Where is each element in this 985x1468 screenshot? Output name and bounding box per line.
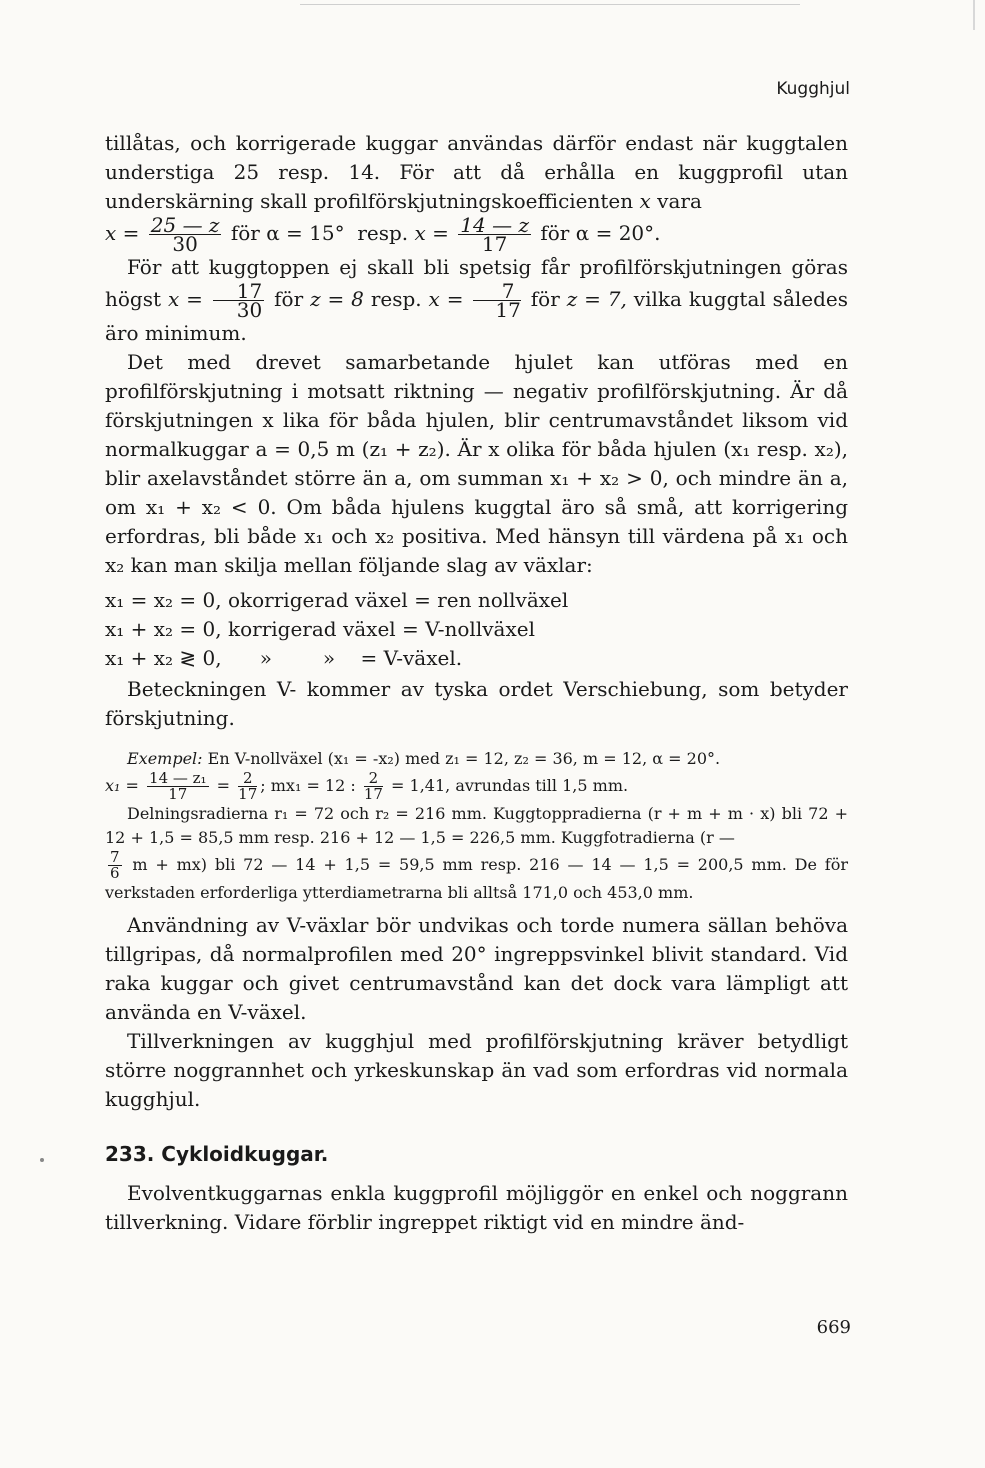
page-number: 669 — [816, 1317, 851, 1338]
formula-1 — [105, 213, 848, 256]
fraction-2 — [458, 213, 531, 256]
example-line-3: Delningsradierna r₁ = 72 och r₂ = 216 mm. Kuggtoppradierna (r + m + m · x) bli 72 + 12 + 1,5 = 85,5 mm resp. 216 + 12 — 1,5 = 226,5 mm. Kuggfotradierna (r — — [105, 804, 848, 847]
f1-cond2: för α = 20°. — [540, 221, 661, 245]
f1-lhs2: x = — [414, 221, 449, 245]
f1-den2: 17 — [481, 232, 508, 256]
p2-d: vilka kuggtal således äro minimum. — [105, 287, 849, 345]
relation-1: x₁ = x₂ = 0, okorrigerad växel = ren nollväxel — [105, 588, 569, 612]
p2-x2: x = — [428, 287, 464, 311]
p2-b: för — [274, 287, 304, 311]
scan-edge-mark — [973, 0, 975, 30]
p2-resp: resp. — [370, 287, 422, 311]
p2-c: för — [530, 287, 560, 311]
ex2-frac3 — [364, 771, 383, 802]
fraction-1 — [149, 213, 222, 256]
paragraph-4: Beteckningen V- kommer av tyska ordet Verschiebung, som betyder förskjutning. — [105, 677, 848, 730]
paragraph-1 — [105, 129, 848, 216]
scan-edge-line — [300, 4, 800, 5]
section-heading: 233. Cykloidkuggar. — [105, 1142, 329, 1166]
ex2-frac1 — [147, 771, 209, 802]
paragraph-6: Tillverkningen av kugghjul med profilförskjutning kräver betydligt större noggrannhet och yrkeskunskap än vad som erfordras vid normala kugghjul. — [105, 1029, 848, 1111]
f1-lhs: x = — [105, 221, 140, 245]
f1-den1: 30 — [172, 232, 198, 256]
p2-num1: 17 — [213, 282, 264, 301]
p1-text: tillåtas, och korrigerade kuggar användas därför endast när kuggtalen understiga 25 resp. 14. För att då erhålla en kuggprofil utan underskärning skall profilförskjutningskoefficienten — [105, 131, 848, 213]
ex2-den2: 17 — [238, 785, 258, 803]
p2-den1: 30 — [236, 298, 263, 322]
paragraph-7: Evolventkuggarnas enkla kuggprofil möjliggör en enkel och noggrann tillverkning. Vidare förblir ingreppet riktigt vid en mindre änd- — [105, 1181, 848, 1234]
f1-num2: 14 — z — [460, 213, 529, 237]
ex2-frac2 — [238, 771, 257, 802]
ex2-num2: 2 — [238, 771, 257, 787]
ex4-den: 6 — [110, 864, 120, 882]
f1-num1: 25 — z — [150, 213, 220, 237]
relations-list — [105, 586, 848, 673]
ex2-eq: = — [216, 776, 231, 795]
paragraph-5: Användning av V-växlar bör undvikas och torde numera sällan behöva tillgripas, då normalprofilen med 20° ingreppsvinkel blivit standard. Vid raka kuggar och givet centrumavstånd kan det dock vara lämpligt att använda en V-växel. — [105, 913, 848, 1024]
ex4-text: m + mx) bli 72 — 14 + 1,5 = 59,5 mm resp. 216 — 14 — 1,5 = 200,5 mm. De för verkstaden erforderliga ytterdiametrarna bli alltså 171,0 och 453,0 mm. — [105, 855, 848, 902]
p2-num2: 7 — [473, 282, 520, 301]
var-x: x — [639, 189, 651, 213]
p2-a: För att kuggtoppen ej skall bli spetsig får profilförskjutningen göras högst — [105, 255, 848, 311]
ex4-num: 7 — [110, 848, 120, 866]
example-block — [105, 747, 848, 905]
paragraph-3: Det med drevet samarbetande hjulet kan utföras med en profilförskjutning i motsatt riktning — negativ profilförskjutning. Är då förskjutningen x lika för båda hjulen, blir centrumavståndet liksom vid normalkuggar a = 0,5 m (z₁ + z₂). Är x olika för båda hjulen (x₁ resp. x₂), blir axelavståndet större än a, om summan x₁ + x₂ > 0, och mindre än a, om x₁ + x₂ < 0. Om båda hjulens kuggtal äro så små, att korrigering erfordras, bli både x₁ och x₂ positiva. Med hänsyn till värdena på x₁ och x₂ kan man skilja mellan följande slag av växlar: — [105, 350, 848, 577]
relation-3: x₁ + x₂ ≷ 0, » » = V-växel. — [105, 646, 463, 670]
ex2-den1: 17 — [168, 785, 188, 803]
p2-z2: z = 7, — [566, 287, 627, 311]
ex4-frac — [108, 850, 122, 881]
body-text — [105, 129, 848, 1237]
fraction-4 — [473, 279, 521, 322]
paragraph-2 — [105, 253, 848, 348]
ex1-text: En V-nollväxel (x₁ = -x₂) med z₁ = 12, z₂ = 36, m = 12, α = 20°. — [207, 749, 721, 768]
f1-cond1: för α = 15° — [230, 221, 345, 245]
ex2-end: = 1,41, avrundas till 1,5 mm. — [391, 776, 629, 795]
example-label: Exempel: — [127, 749, 203, 768]
scan-speck — [40, 1158, 44, 1162]
example-line-1 — [105, 747, 848, 771]
f1-resp: resp. — [357, 221, 409, 245]
p2-x1: x = — [167, 287, 203, 311]
fraction-3 — [213, 279, 264, 322]
p2-z1: z = 8 — [310, 287, 364, 311]
ex2-num1: 14 — z₁ — [149, 769, 207, 787]
p1-end: vara — [657, 189, 702, 213]
example-line-4 — [105, 850, 848, 905]
relation-2: x₁ + x₂ = 0, korrigerad växel = V-nollväxel — [105, 617, 535, 641]
example-line-2 — [105, 771, 848, 802]
ex2-den3: 17 — [363, 785, 383, 803]
p2-den2: 17 — [495, 298, 521, 322]
ex2-mid: ; mx₁ = 12 : — [260, 776, 356, 795]
ex2-lhs: x₁ = — [105, 776, 139, 795]
ex2-num3: 2 — [364, 771, 383, 787]
running-header: Kugghjul — [776, 79, 850, 99]
